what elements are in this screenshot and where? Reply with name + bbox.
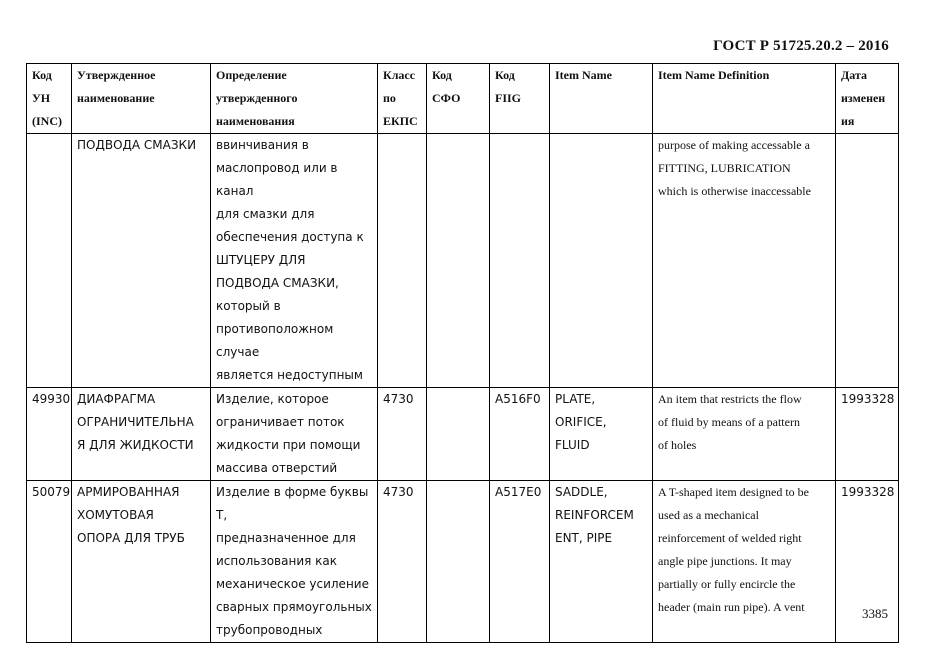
header-approved-name: Утвержденное наименование [72,64,211,134]
header-definition: Определение утвержденного наименования [211,64,378,134]
header-item-definition: Item Name Definition [653,64,836,134]
cell-ekps: 4730 [378,481,427,643]
cell-inc [27,134,72,388]
cell-item-name: SADDLE, REINFORCEM ENT, PIPE [550,481,653,643]
header-row [27,64,899,134]
header-date: Дата изменен ия [836,64,899,134]
document-standard-title: ГОСТ Р 51725.20.2 – 2016 [713,38,889,54]
header-item-name: Item Name [550,64,653,134]
header-inc: Код УН (INC) [27,64,72,134]
cell-approved-name: АРМИРОВАННАЯ ХОМУТОВАЯ ОПОРА ДЛЯ ТРУБ [72,481,211,643]
table-row [27,134,899,388]
cell-item-name [550,134,653,388]
cell-sfo [427,481,490,643]
cell-definition: Изделие, которое ограничивает поток жидкости при помощи массива отверстий [211,388,378,481]
cell-item-definition: A T-shaped item designed to be used as a mechanical reinforcement of welded right angle pipe junctions. It may partially or fully encircle the header (main run pipe). A vent [653,481,836,643]
cell-item-definition: An item that restricts the flow of fluid by means of a pattern of holes [653,388,836,481]
cell-approved-name: ПОДВОДА СМАЗКИ [72,134,211,388]
header-sfo: Код СФО [427,64,490,134]
cell-fiig: A516F0 [490,388,550,481]
cell-item-definition: purpose of making accessable a FITTING, LUBRICATION which is otherwise inaccessable [653,134,836,388]
cell-date [836,134,899,388]
cell-inc: 49930 [27,388,72,481]
page-number: 3385 [862,606,888,621]
cell-definition: Изделие в форме буквы Т, предназначенное для использования как механическое усиление сварных прямоугольных трубопроводных [211,481,378,643]
cell-ekps: 4730 [378,388,427,481]
table-row [27,481,899,643]
cell-sfo [427,388,490,481]
classifier-table [26,63,899,643]
header-ekps: Класс по ЕКПС [378,64,427,134]
header-fiig: Код FIIG [490,64,550,134]
cell-sfo [427,134,490,388]
table-row [27,388,899,481]
cell-item-name: PLATE, ORIFICE, FLUID [550,388,653,481]
cell-approved-name: ДИАФРАГМА ОГРАНИЧИТЕЛЬНА Я ДЛЯ ЖИДКОСТИ [72,388,211,481]
cell-fiig [490,134,550,388]
cell-definition: ввинчивания в маслопровод или в канал для смазки для обеспечения доступа к ШТУЦЕРУ ДЛЯ ПОДВОДА СМАЗКИ, который в противоположном случае является недоступным [211,134,378,388]
cell-inc: 50079 [27,481,72,643]
cell-date: 1993328 [836,481,899,643]
cell-ekps [378,134,427,388]
cell-date: 1993328 [836,388,899,481]
cell-fiig: A517E0 [490,481,550,643]
